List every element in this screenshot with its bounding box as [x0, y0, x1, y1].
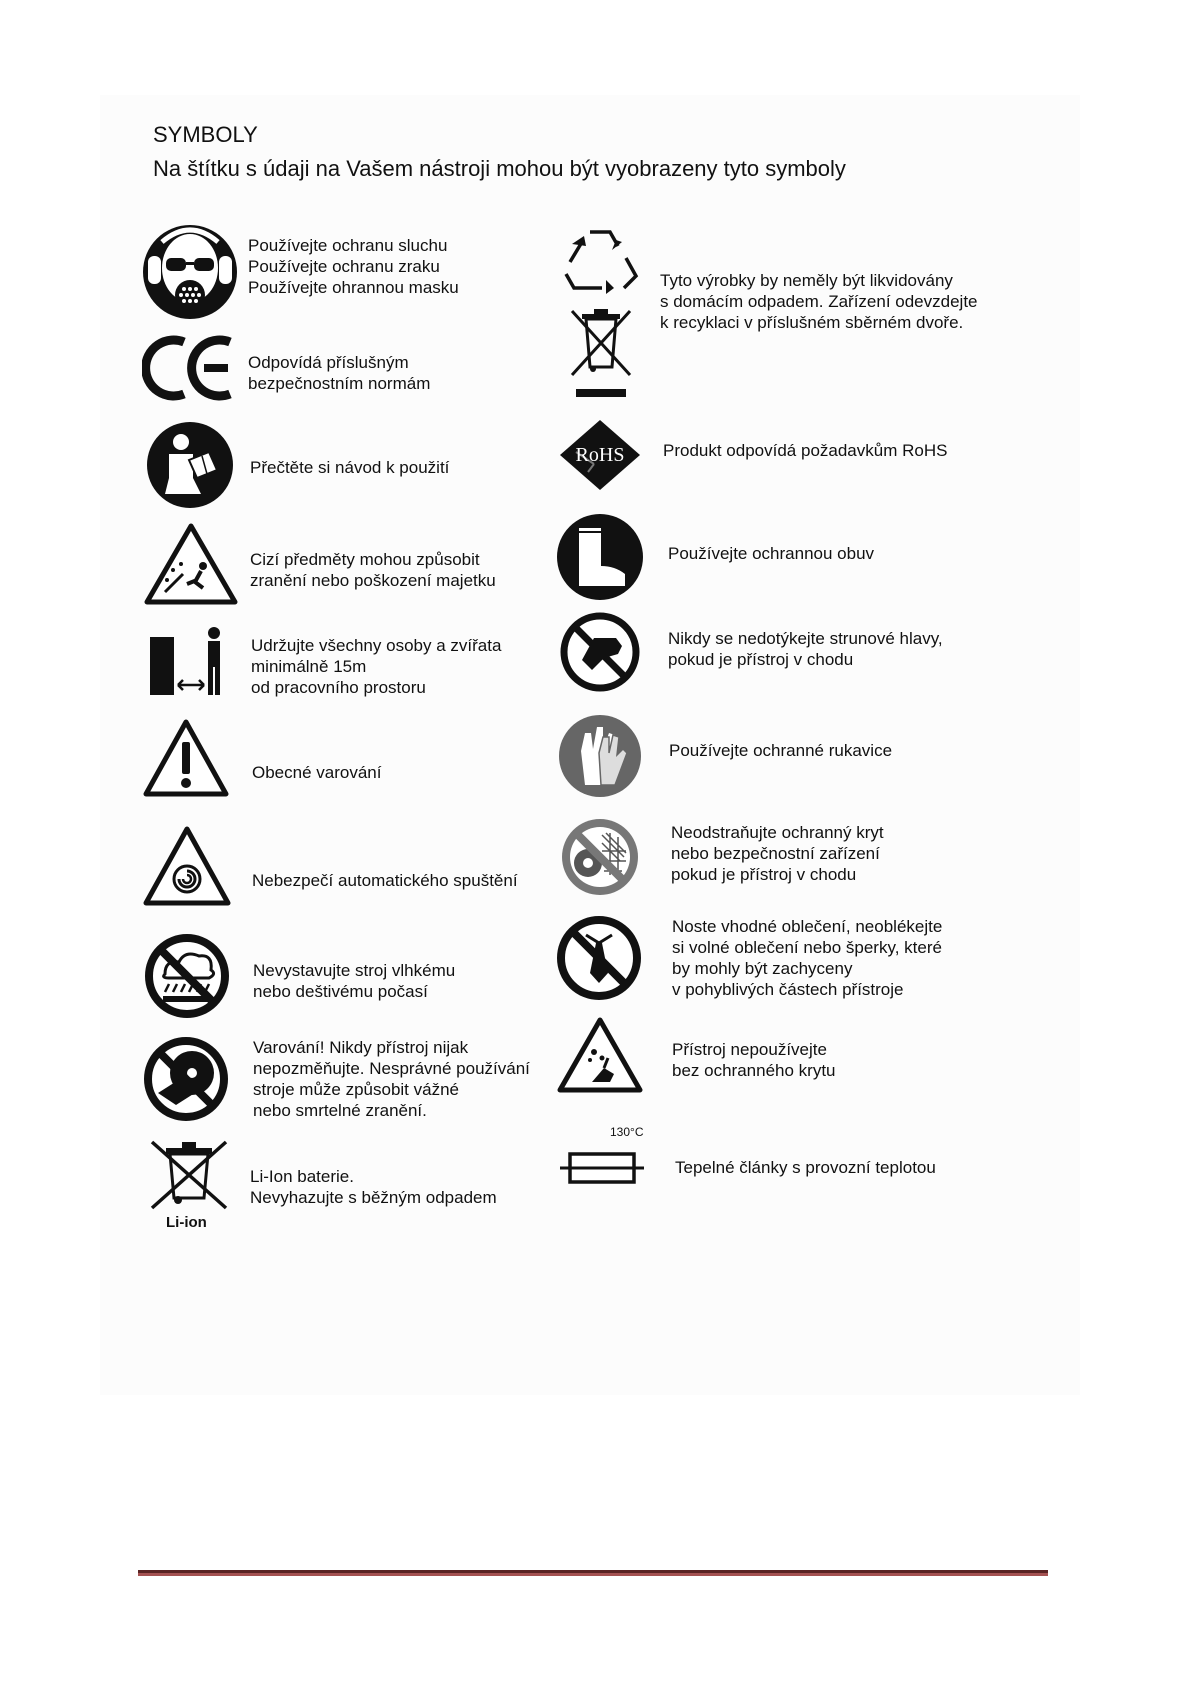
li-ion-icon-label: Li-ion [166, 1214, 207, 1231]
symbol-description: Nebezpečí automatického spuštění [252, 871, 518, 890]
symbol-description: Noste vhodné oblečení, neoblékejte si volné oblečení nebo šperky, které by mohly být zachyceny v pohyblivých částech přístroje [672, 917, 943, 999]
page-title: SYMBOLY [153, 122, 258, 147]
symbol-description: Produkt odpovídá požadavkům RoHS [663, 441, 948, 460]
crossed-bin-icon [566, 305, 636, 401]
page-subtitle: Na štítku s údaji na Vašem nástroji mohou být vyobrazeny tyto symboly [153, 156, 846, 181]
general-warning-icon [142, 718, 230, 800]
protective-equipment-icon [140, 222, 240, 322]
symbol-description: Používejte ochranné rukavice [669, 741, 893, 760]
rohs-icon [558, 418, 642, 492]
symbol-description: Odpovídá příslušným bezpečnostním normám [248, 353, 431, 393]
symbol-description: Tepelné články s provozní teplotou [675, 1158, 936, 1177]
thermal-fuse-icon [560, 1150, 644, 1186]
symbol-description: Používejte ochrannou obuv [668, 544, 875, 563]
footer-rule [138, 1570, 1048, 1576]
symbol-description: Udržujte všechny osoby a zvířata minimálně 15m od pracovního prostoru [251, 636, 502, 697]
symbol-description: Přístroj nepoužívejte bez ochranného krytu [672, 1040, 836, 1080]
no-rain-icon [143, 932, 231, 1020]
automatic-start-warning-icon [142, 825, 232, 909]
do-not-remove-guard-icon [558, 815, 642, 899]
symbol-description: Nikdy se nedotýkejte strunové hlavy, pokud je přístroj v chodu [668, 629, 943, 669]
no-touch-string-head-icon [558, 610, 642, 694]
symbol-description: Obecné varování [252, 763, 382, 782]
symbol-description: Tyto výrobky by neměly být likvidovány s domácím odpadem. Zařízení odevzdejte k recyklaci v příslušném sběrném dvoře. [660, 271, 978, 332]
symbol-description: Neodstraňujte ochranný kryt nebo bezpečnostní zařízení pokud je přístroj v chodu [671, 823, 884, 884]
thermal-fuse-temperature-label: 130°C [610, 1125, 644, 1139]
protective-gloves-icon [557, 713, 643, 799]
flying-objects-warning-icon [143, 522, 239, 606]
guard-required-warning-icon [556, 1016, 644, 1096]
symbol-description: Cizí předměty mohou způsobit zranění nebo poškození majetku [250, 550, 496, 590]
symbol-description: Li-Ion baterie. Nevyhazujte s běžným odpadem [250, 1167, 497, 1207]
protective-footwear-icon [555, 512, 645, 602]
ce-mark-icon [142, 332, 238, 404]
recycle-icon [560, 222, 640, 296]
no-modification-icon [142, 1035, 230, 1123]
keep-distance-icon [148, 625, 230, 697]
no-loose-clothing-icon [556, 915, 642, 1001]
li-ion-disposal-icon [148, 1138, 230, 1210]
symbol-description: Používejte ochranu sluchu Používejte ochranu zraku Používejte ohrannou masku [248, 236, 459, 297]
svg-text:RoHS: RoHS [575, 444, 625, 466]
symbol-description: Varování! Nikdy přístroj nijak nepozměňujte. Nesprávné používání stroje může způsobit vážné nebo smrtelné zranění. [253, 1038, 530, 1120]
symbol-description: Nevystavujte stroj vlhkému nebo deštivému počasí [253, 961, 456, 1001]
symbol-description: Přečtěte si návod k použití [250, 458, 450, 477]
read-manual-icon [145, 420, 235, 510]
